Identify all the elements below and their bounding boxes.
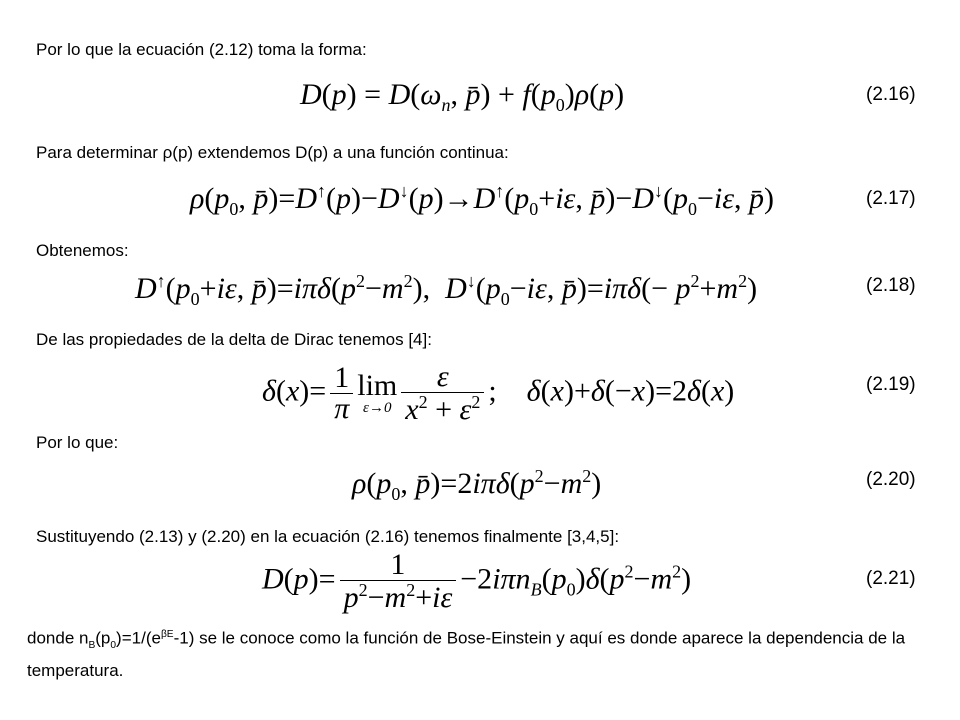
final-mid2: )=1/(e: [116, 628, 161, 648]
final-mid1: (p: [95, 628, 111, 648]
intro-line-3: Obtenemos:: [36, 241, 129, 260]
equation-number-2-18: (2.18): [866, 275, 916, 296]
equation-2-16: $D(p) = D(\omega_n$, p̄) + $f(p_0)\rho(p)$: [300, 78, 625, 115]
final-pre: donde n: [27, 628, 89, 648]
final-post: -1) se le conoce como la función de Bose-Einstein y aquí es donde aparece la dependencia de la temperatura.: [27, 628, 906, 681]
intro-line-2: Para determinar ρ(p) extendemos D(p) a una función continua:: [36, 143, 509, 162]
equation-2-20: $\rho(p_0$, $p̄)=2i\pi\delta(p^2-m^2)$: [352, 466, 602, 504]
equation-2-21: D(p)= $\frac{1}{p^2-m^2+i\varepsilon}$ $-2i\pi n_B(p_0)\delta(p^2-m^2)$: [262, 548, 692, 614]
final-sub-b: B: [88, 640, 96, 652]
equation-2-19: δ(x)= $\frac{1}{\pi}$ lim ε→0 $\frac{\varepsilon}{x^2 + \varepsilon^2}$ ; δ(x)+δ(−x)=2δ(x): [262, 360, 735, 426]
intro-line-6: Sustituyendo (2.13) y (2.20) en la ecuación (2.16) tenemos finalmente [3,4,5]:: [36, 527, 620, 546]
equation-number-2-21: (2.21): [866, 568, 916, 589]
equation-2-18: $D^↑(p_0+i\varepsilon$, $p̄)=i\pi\delta(p^2-m^2)$, $D^↓(p_0-i\varepsilon$, p̄)=iπδ(− $p^2+m^2$): [135, 271, 758, 309]
final-sup: βE: [160, 629, 174, 640]
intro-line-5: Por lo que:: [36, 433, 119, 452]
closing-paragraph: [27, 622, 933, 683]
final-sub-0: 0: [110, 640, 117, 652]
intro-line-4: De las propiedades de la delta de Dirac tenemos [4]:: [36, 330, 432, 349]
equation-number-2-16: (2.16): [866, 84, 916, 105]
equation-2-17: $\rho(p_0$, $p̄)=D^↑(p)-D^↓(p)\to D^↑(p_0+i\varepsilon$, $p̄)-D^↓(p_0-i\varepsilon$, p̄): [190, 181, 775, 219]
equation-number-2-19: (2.19): [866, 374, 916, 395]
equation-number-2-17: (2.17): [866, 188, 916, 209]
equation-number-2-20: (2.20): [866, 469, 916, 490]
intro-line-1: Por lo que la ecuación (2.12) toma la forma:: [36, 40, 367, 59]
